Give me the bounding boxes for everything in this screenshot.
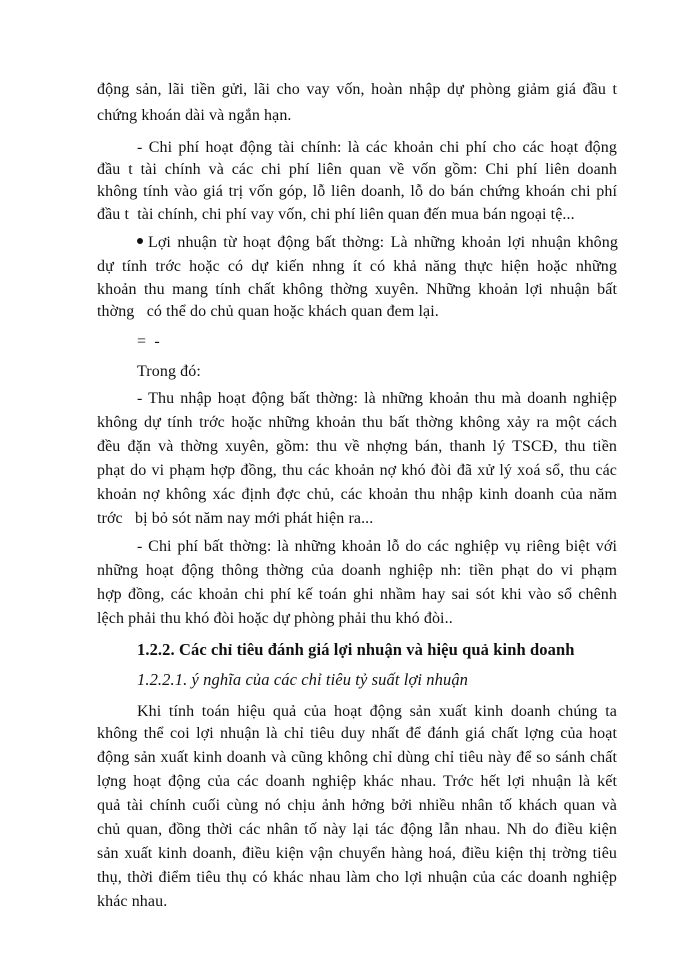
body-line: những hoạt động thông thờng của doanh nghiệp nh: tiền phạt do vi phạm bbox=[97, 562, 617, 579]
body-line: chủ quan, đồng thời các nhân tố này lại tác động lẫn nhau. Nh do điều kiện bbox=[97, 821, 617, 838]
body-line: - Thu nhập hoạt động bất thờng: là những khoản thu mà doanh nghiệp bbox=[137, 390, 617, 407]
body-line: đều đặn và thờng xuyên, gồm: thu về nhợng bán, thanh lý TSCĐ, thu tiền bbox=[97, 438, 617, 455]
body-line: không thể coi lợi nhuận là chỉ tiêu duy nhất để đánh giá chất lợng của hoạt bbox=[97, 725, 617, 742]
body-line: động sản xuất kinh doanh và cũng không chỉ dùng chỉ tiêu này để so sánh chất bbox=[97, 749, 617, 766]
body-line: quả tài chính cuối cùng nó chịu ảnh hởng bởi nhiều nhân tố khách quan và bbox=[97, 797, 617, 814]
body-line: lệch phải thu khó đòi hoặc dự phòng phải thu khó đòi.. bbox=[97, 610, 453, 627]
body-line: - Chi phí hoạt động tài chính: là các khoản chi phí cho các hoạt động bbox=[137, 139, 617, 156]
body-line: thụ, thời điểm tiêu thụ có khác nhau làm cho lợi nhuận của các doanh nghiệp bbox=[97, 869, 617, 886]
body-line: đầu t tài chính, chi phí vay vốn, chi phí liên quan đến mua bán ngoại tệ... bbox=[97, 206, 575, 223]
body-line: khác nhau. bbox=[97, 893, 168, 910]
formula-line: = - bbox=[137, 333, 160, 350]
bullet-icon bbox=[137, 238, 143, 244]
body-line: phạt do vi phạm hợp đồng, thu các khoản nợ khó đòi đã xử lý xoá sổ, thu các bbox=[97, 462, 617, 479]
body-line: Khi tính toán hiệu quả của hoạt động sản xuất kinh doanh chúng ta bbox=[137, 703, 617, 720]
body-line: Lợi nhuận từ hoạt động bất thờng: Là những khoản lợi nhuận không bbox=[148, 234, 618, 251]
body-line: không dự tính trớc hoặc những khoản thu bất thờng không xảy ra một cách bbox=[97, 414, 617, 431]
body-line: hợp đồng, các khoản chi phí kế toán ghi nhầm hay sai sót khi vào sổ chênh bbox=[97, 586, 617, 603]
body-line: dự tính trớc hoặc có dự kiến nhng ít có khả năng thực hiện hoặc những bbox=[97, 258, 617, 275]
body-line: thờng có thể do chủ quan hoặc khách quan đem lại. bbox=[97, 303, 439, 320]
body-line: động sản, lãi tiền gửi, lãi cho vay vốn, hoàn nhập dự phòng giảm giá đầu t bbox=[97, 81, 617, 98]
body-line: lợng hoạt động của các doanh nghiệp khác nhau. Trớc hết lợi nhuận là kết bbox=[97, 773, 617, 790]
body-line: trớc bị bỏ sót năm nay mới phát hiện ra... bbox=[97, 510, 374, 527]
body-line: sản xuất kinh doanh, điều kiện vận chuyển hàng hoá, điều kiện thị trờng tiêu bbox=[97, 845, 617, 862]
body-line: đầu t tài chính và các chi phí liên quan về vốn gồm: Chi phí liên doanh bbox=[97, 161, 617, 178]
body-line: khoản nợ không xác định đợc chủ, các khoản thu nhập kinh doanh của năm bbox=[97, 486, 617, 503]
body-line: - Chi phí bất thờng: là những khoản lỗ do các nghiệp vụ riêng biệt với bbox=[137, 538, 617, 555]
subsection-heading: 1.2.2.1. ý nghĩa của các chỉ tiêu tỷ suất lợi nhuận bbox=[137, 670, 469, 689]
section-heading: 1.2.2. Các chỉ tiêu đánh giá lợi nhuận và hiệu quả kinh doanh bbox=[137, 640, 575, 659]
body-line: không tính vào giá trị vốn góp, lỗ liên doanh, lỗ do bán chứng khoán chi phí bbox=[97, 183, 617, 200]
body-line: Trong đó: bbox=[137, 363, 201, 380]
body-line: khoản thu mang tính chất không thờng xuyên. Những khoản lợi nhuận bất bbox=[97, 281, 617, 298]
body-line: chứng khoán dài và ngắn hạn. bbox=[97, 107, 292, 124]
